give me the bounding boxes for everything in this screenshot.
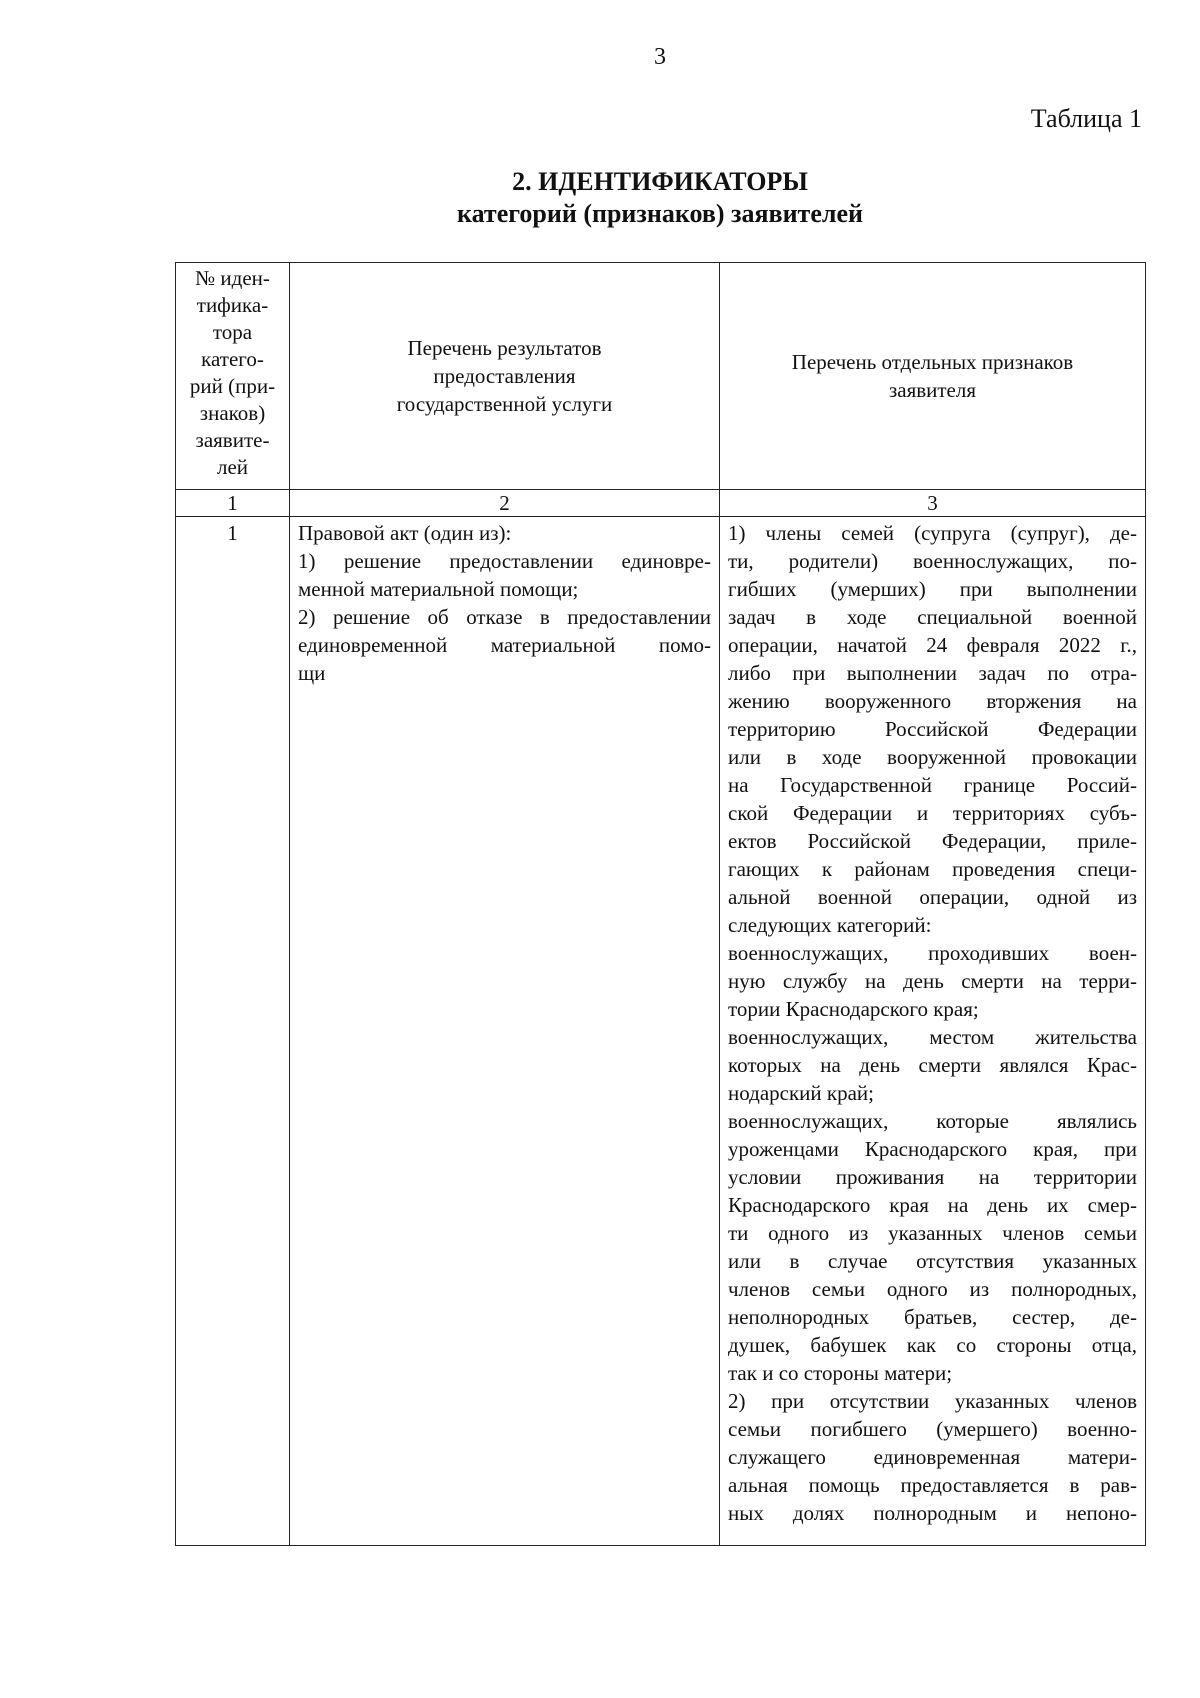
column-numbers-row xyxy=(176,490,1146,517)
title-line-1: 2. ИДЕНТИФИКАТОРЫ xyxy=(512,167,808,196)
text-line: душек, бабушек как со стороны отца, xyxy=(728,1333,1137,1357)
header-cell-features xyxy=(720,263,1146,490)
table-label: Таблица 1 xyxy=(1030,104,1142,133)
header-cell-id xyxy=(176,263,290,490)
text-line: Краснодарского края на день их смер- xyxy=(728,1193,1137,1217)
text-line: которых на день смерти являлся Крас- xyxy=(728,1053,1137,1077)
text-line: или в случае отсутствия указанных xyxy=(728,1249,1137,1273)
row-features-cell xyxy=(720,517,1146,1546)
text-line: военнослужащих, проходивших воен- xyxy=(728,941,1137,965)
text-line: 1) решение предоставлении единовре- xyxy=(298,549,711,573)
text-line: или в ходе вооруженной провокации xyxy=(728,745,1137,769)
text-line: задач в ходе специальной военной xyxy=(728,605,1137,629)
column-number: 1 xyxy=(176,490,290,517)
text-line: нодарский край; xyxy=(728,1081,874,1105)
text-line: ектов Российской Федерации, приле- xyxy=(728,829,1137,853)
text-line: либо при выполнении задач по отра- xyxy=(728,661,1137,685)
text-line: гибших (умерших) при выполнении xyxy=(728,577,1137,601)
text-line: на Государственной границе Россий- xyxy=(728,773,1137,797)
text-line: членов семьи одного из полнородных, xyxy=(728,1277,1137,1301)
text-line: 2) при отсутствии указанных членов xyxy=(728,1389,1137,1413)
text-line: 2) решение об отказе в предоставлении xyxy=(298,605,711,629)
text-line: следующих категорий: xyxy=(728,913,932,937)
row-results-cell xyxy=(290,517,720,1546)
row-id-cell: 1 xyxy=(176,517,290,1546)
text-line: единовременной материальной помо- xyxy=(298,633,711,657)
text-line: гающих к районам проведения специ- xyxy=(728,857,1137,881)
column-number: 2 xyxy=(290,490,720,517)
header-id-text: № иден- тифика- тора катего- рий (при- знаков) заявите- лей xyxy=(189,266,276,479)
text-line: ных долях полнородным и непоно- xyxy=(728,1501,1137,1525)
text-line: операции, начатой 24 февраля 2022 г., xyxy=(728,633,1137,657)
text-line: жению вооруженного вторжения на xyxy=(728,689,1137,713)
text-line: территорию Российской Федерации xyxy=(728,717,1137,741)
text-line: 1) члены семей (супруга (супруг), де- xyxy=(728,521,1137,545)
header-results-line: государственной услуги xyxy=(396,392,613,416)
text-line: альная помощь предоставляется в рав- xyxy=(728,1473,1137,1497)
header-features-line: Перечень отдельных признаков xyxy=(791,350,1074,374)
text-line: неполнородных братьев, сестер, де- xyxy=(728,1305,1137,1329)
text-line: условии проживания на территории xyxy=(728,1165,1137,1189)
text-line: менной материальной помощи; xyxy=(298,577,579,601)
text-line: семьи погибшего (умершего) военно- xyxy=(728,1417,1137,1441)
text-line: военнослужащих, местом жительства xyxy=(728,1025,1137,1049)
text-line: щи xyxy=(298,661,326,685)
header-results-line: Перечень результатов xyxy=(407,336,602,360)
header-results-line: предоставления xyxy=(433,364,576,388)
header-features-line: заявителя xyxy=(888,378,977,402)
text-line: альной военной операции, одной из xyxy=(728,885,1137,909)
text-line: ную службу на день смерти на терри- xyxy=(728,969,1137,993)
title-line-2: категорий (признаков) заявителей xyxy=(457,199,863,228)
text-line: ти, родители) военнослужащих, по- xyxy=(728,549,1137,573)
table-row xyxy=(176,517,1146,1546)
text-line: ти одного из указанных членов семьи xyxy=(728,1221,1137,1245)
identifiers-table xyxy=(175,262,1146,1546)
text-line: служащего единовременная матери- xyxy=(728,1445,1137,1469)
table-header-row xyxy=(176,263,1146,490)
section-title xyxy=(175,166,1145,230)
text-line: тории Краснодарского края; xyxy=(728,997,979,1021)
text-line: Правовой акт (один из): xyxy=(298,521,512,545)
text-line: так и со стороны матери; xyxy=(728,1361,953,1385)
text-line: военнослужащих, которые являлись xyxy=(728,1109,1137,1133)
text-line: ской Федерации и территориях субъ- xyxy=(728,801,1137,825)
text-line: уроженцами Краснодарского края, при xyxy=(728,1137,1137,1161)
header-cell-results xyxy=(290,263,720,490)
page-number: 3 xyxy=(654,44,666,70)
column-number: 3 xyxy=(720,490,1146,517)
